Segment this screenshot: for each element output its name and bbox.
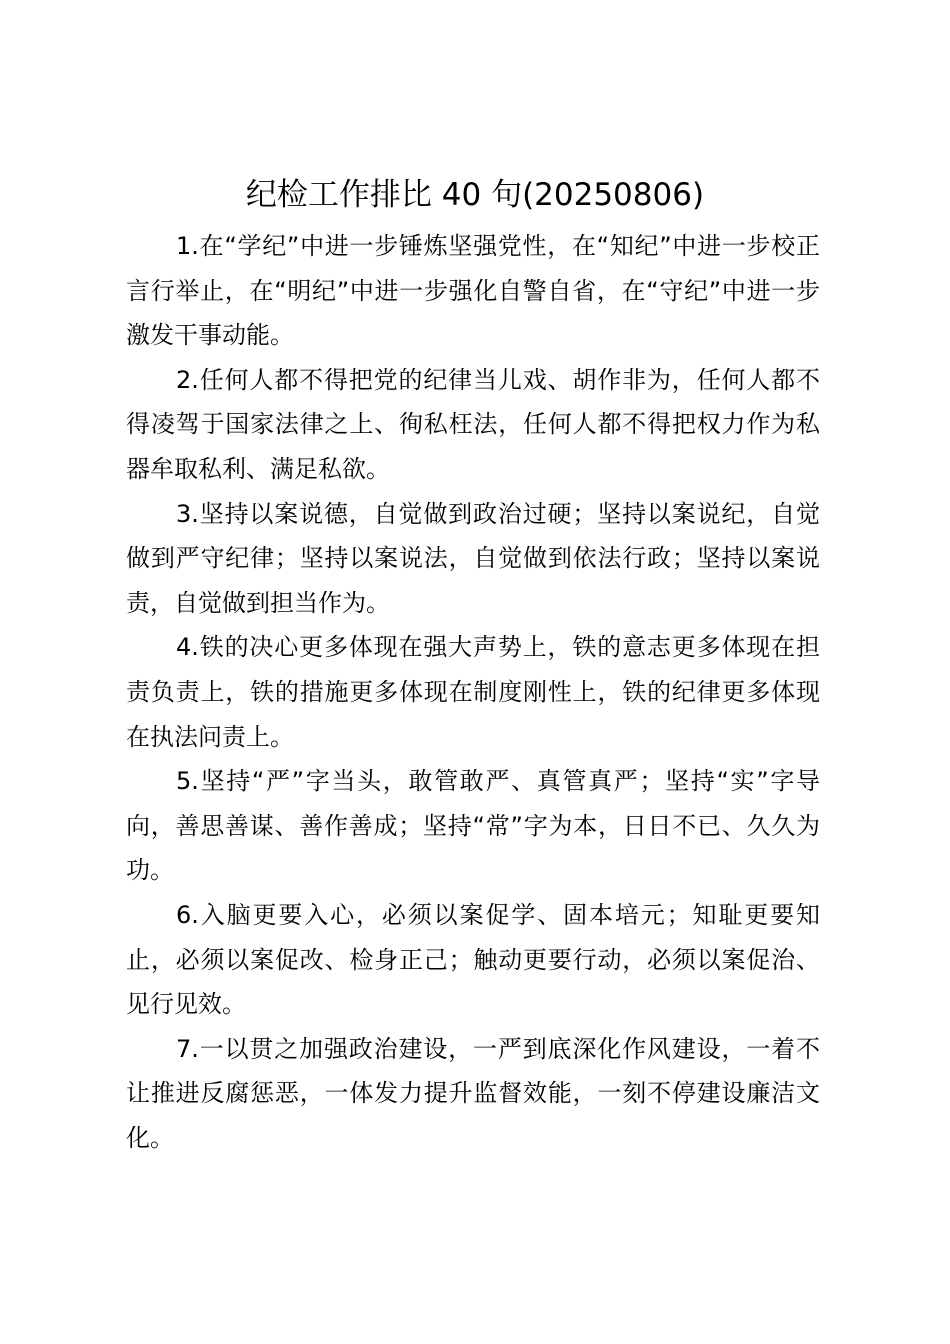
paragraph: 3.坚持以案说德，自觉做到政治过硬；坚持以案说纪，自觉做到严守纪律；坚持以案说法，自觉做到依法行政；坚持以案说责，自觉做到担当作为。 bbox=[126, 499, 820, 617]
paragraph: 7.一以贯之加强政治建设，一严到底深化作风建设，一着不让推进反腐惩恶，一体发力提升监督效能，一刻不停建设廉洁文化。 bbox=[126, 1034, 820, 1152]
paragraph: 6.入脑更要入心，必须以案促学、固本培元；知耻更要知止，必须以案促改、检身正己；触动更要行动，必须以案促治、见行见效。 bbox=[126, 900, 820, 1019]
paragraph: 5.坚持“严”字当头，敢管敢严、真管真严；坚持“实”字导向，善思善谋、善作善成；坚持“常”字为本，日日不已、久久为功。 bbox=[126, 767, 820, 885]
document-body bbox=[126, 224, 820, 1160]
document-title: 纪检工作排比 40 句(20250806) bbox=[245, 177, 705, 213]
paragraph: 4.铁的决心更多体现在强大声势上，铁的意志更多体现在担责负责上，铁的措施更多体现在制度刚性上，铁的纪律更多体现在执法问责上。 bbox=[126, 633, 820, 751]
paragraph: 2.任何人都不得把党的纪律当儿戏、胡作非为，任何人都不得凌驾于国家法律之上、徇私枉法，任何人都不得把权力作为私器牟取私利、满足私欲。 bbox=[126, 365, 820, 483]
paragraph: 1.在“学纪”中进一步锤炼坚强党性，在“知纪”中进一步校正言行举止，在“明纪”中进一步强化自警自省，在“守纪”中进一步激发干事动能。 bbox=[126, 232, 820, 350]
